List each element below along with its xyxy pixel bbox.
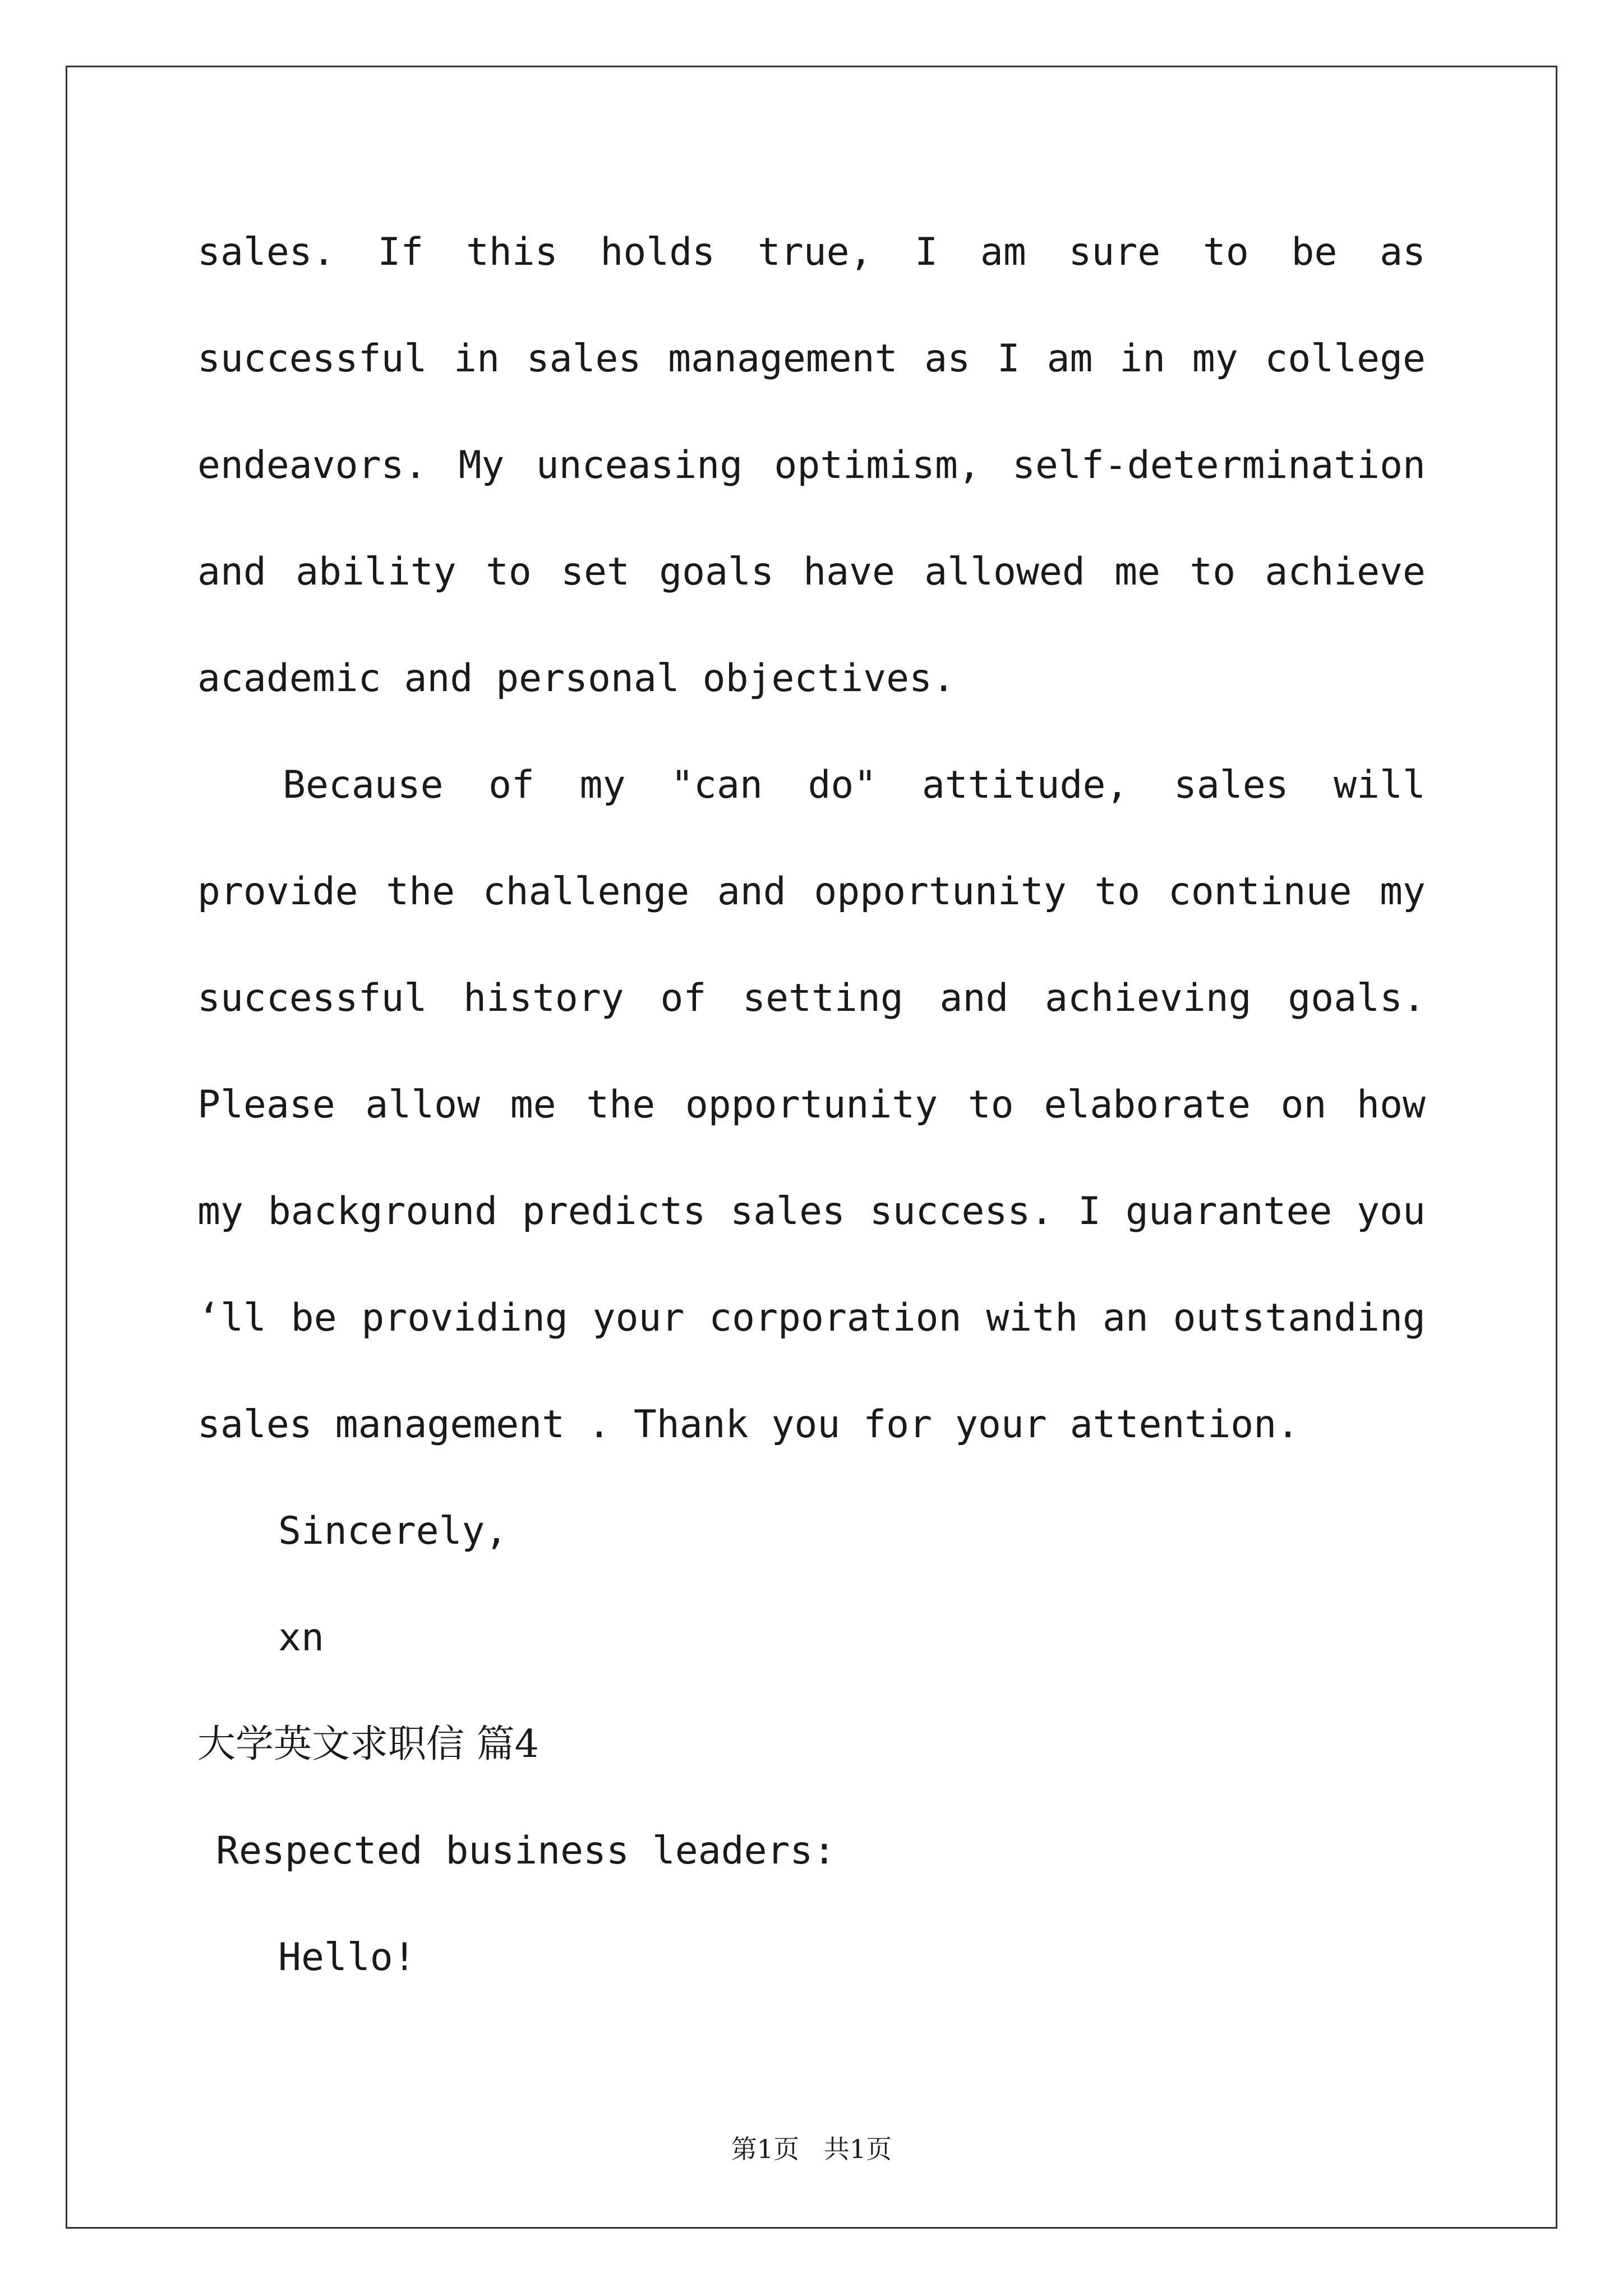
signature-name: xn (278, 1616, 324, 1660)
body-paragraph-2: Because of my "can do" attitude, sales will provide the challenge and opportunity to continue my successful history of setting and achieving goals. Please allow me the opportunity to elaborate on how my background predicts sales success. I guarantee you ‘ll be providing your corporation with an outstanding sales management . Thank you for your attention. (197, 763, 1426, 1447)
body-paragraph-1: sales. If this holds true, I am sure to be as successful in sales management as I am in my college endeavors. My unceasing optimism, self-determination and ability to set goals have allowed me to achieve academic and personal objectives. (197, 230, 1426, 701)
closing-line: Sincerely, (278, 1509, 508, 1553)
page-footer: 第1页 共1页 (731, 2134, 892, 2164)
section-heading: 大学英文求职信 篇4 (197, 1722, 539, 1766)
salutation-line: Respected business leaders: (216, 1829, 836, 1873)
greeting-line: Hello! (278, 1935, 416, 1980)
